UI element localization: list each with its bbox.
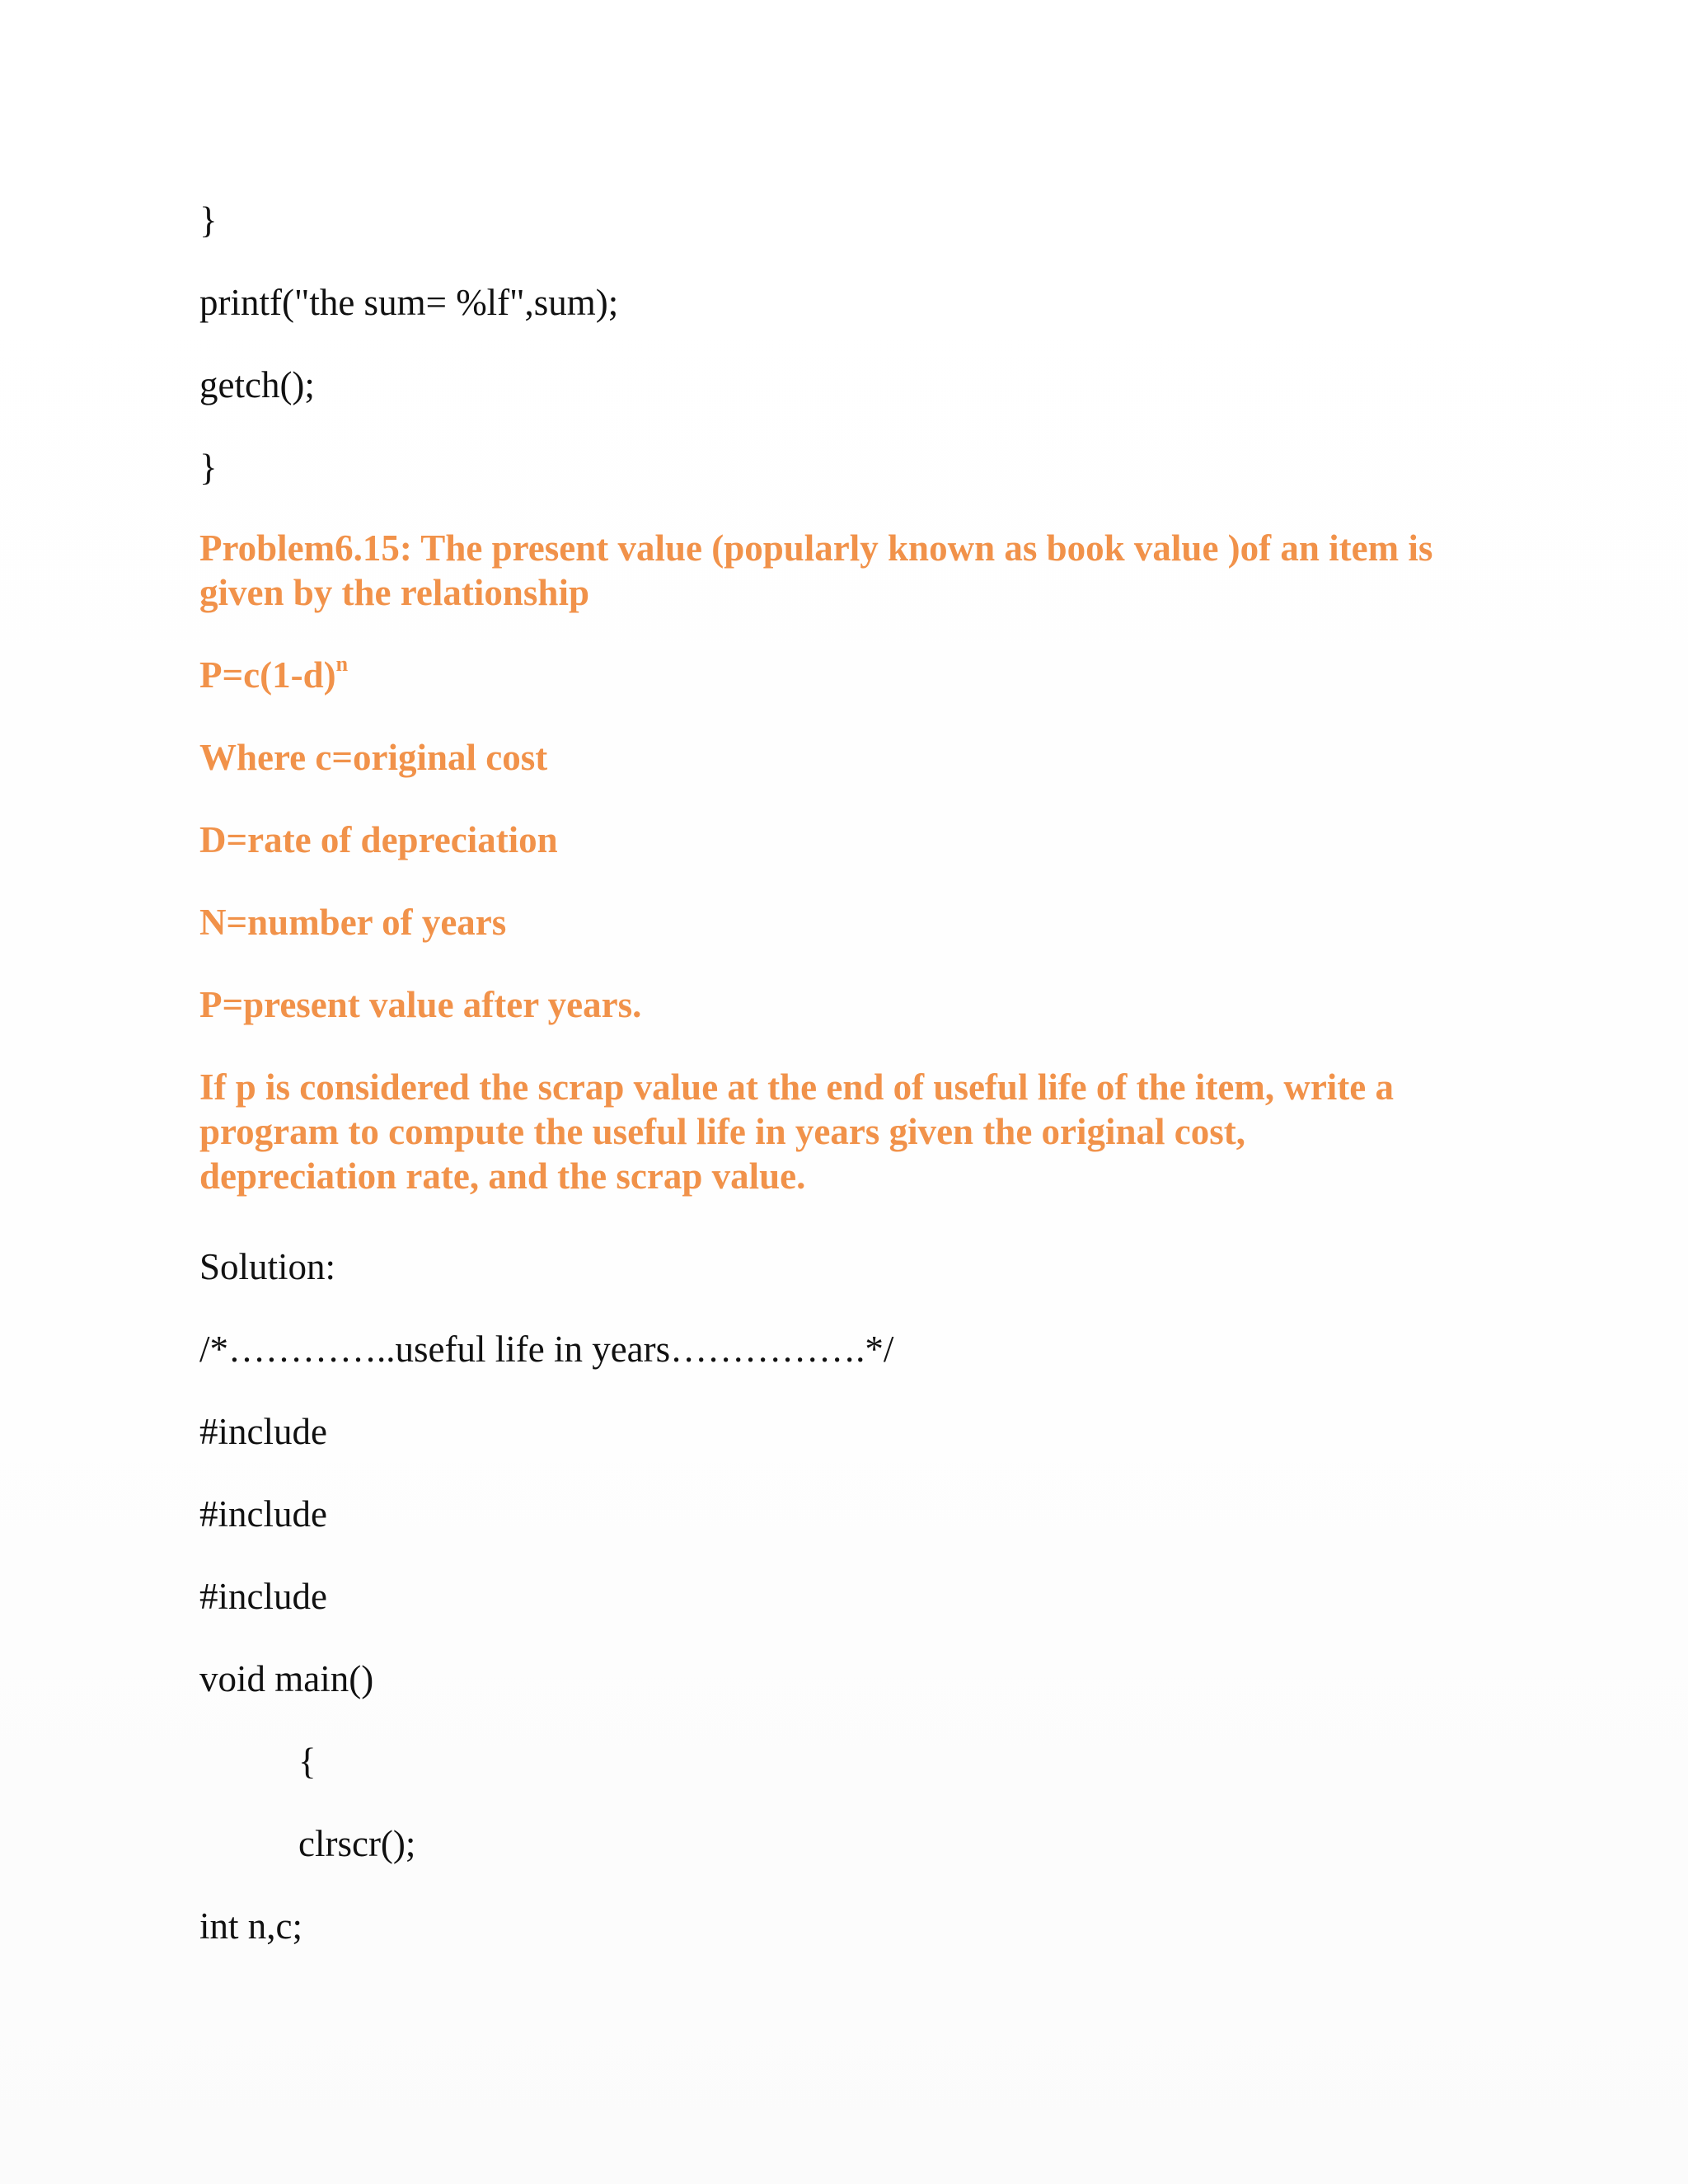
formula-exponent: n (335, 652, 349, 676)
problem-statement-line: given by the relationship (199, 572, 589, 613)
code-comment: /*…………..useful life in years…………….*/ (199, 1329, 894, 1370)
definition-c: Where c=original cost (199, 737, 548, 778)
definition-p: P=present value after years. (199, 984, 642, 1025)
code-int-declaration: int n,c; (199, 1905, 302, 1947)
code-include: #include (199, 1411, 327, 1452)
solution-label: Solution: (199, 1246, 336, 1287)
code-getch-line: getch(); (199, 364, 315, 405)
definition-d: D=rate of depreciation (199, 819, 558, 860)
problem-task-line: If p is considered the scrap value at the end of useful life of the item, write a (199, 1066, 1395, 1108)
problem-statement-line: Problem6.15: The present value (popularly known as book value )of an item is (199, 527, 1433, 569)
code-include: #include (199, 1493, 327, 1535)
problem-task (199, 1065, 1518, 1198)
code-include: #include (199, 1576, 327, 1617)
formula-base: P=c(1-d) (199, 654, 336, 696)
code-printf-line: printf("the sum= %lf",sum); (199, 282, 619, 323)
code-clrscr-line: clrscr(); (298, 1823, 416, 1864)
code-open-brace: { (298, 1741, 316, 1782)
code-main-declaration: void main() (199, 1658, 374, 1699)
problem-task-line: depreciation rate, and the scrap value. (199, 1155, 806, 1197)
definition-n: N=number of years (199, 902, 507, 943)
problem-task-line: program to compute the useful life in years given the original cost, (199, 1111, 1246, 1152)
code-close-brace: } (199, 447, 218, 488)
problem-statement (199, 526, 1518, 615)
problem-formula (199, 653, 1518, 697)
code-close-brace: } (199, 199, 218, 241)
